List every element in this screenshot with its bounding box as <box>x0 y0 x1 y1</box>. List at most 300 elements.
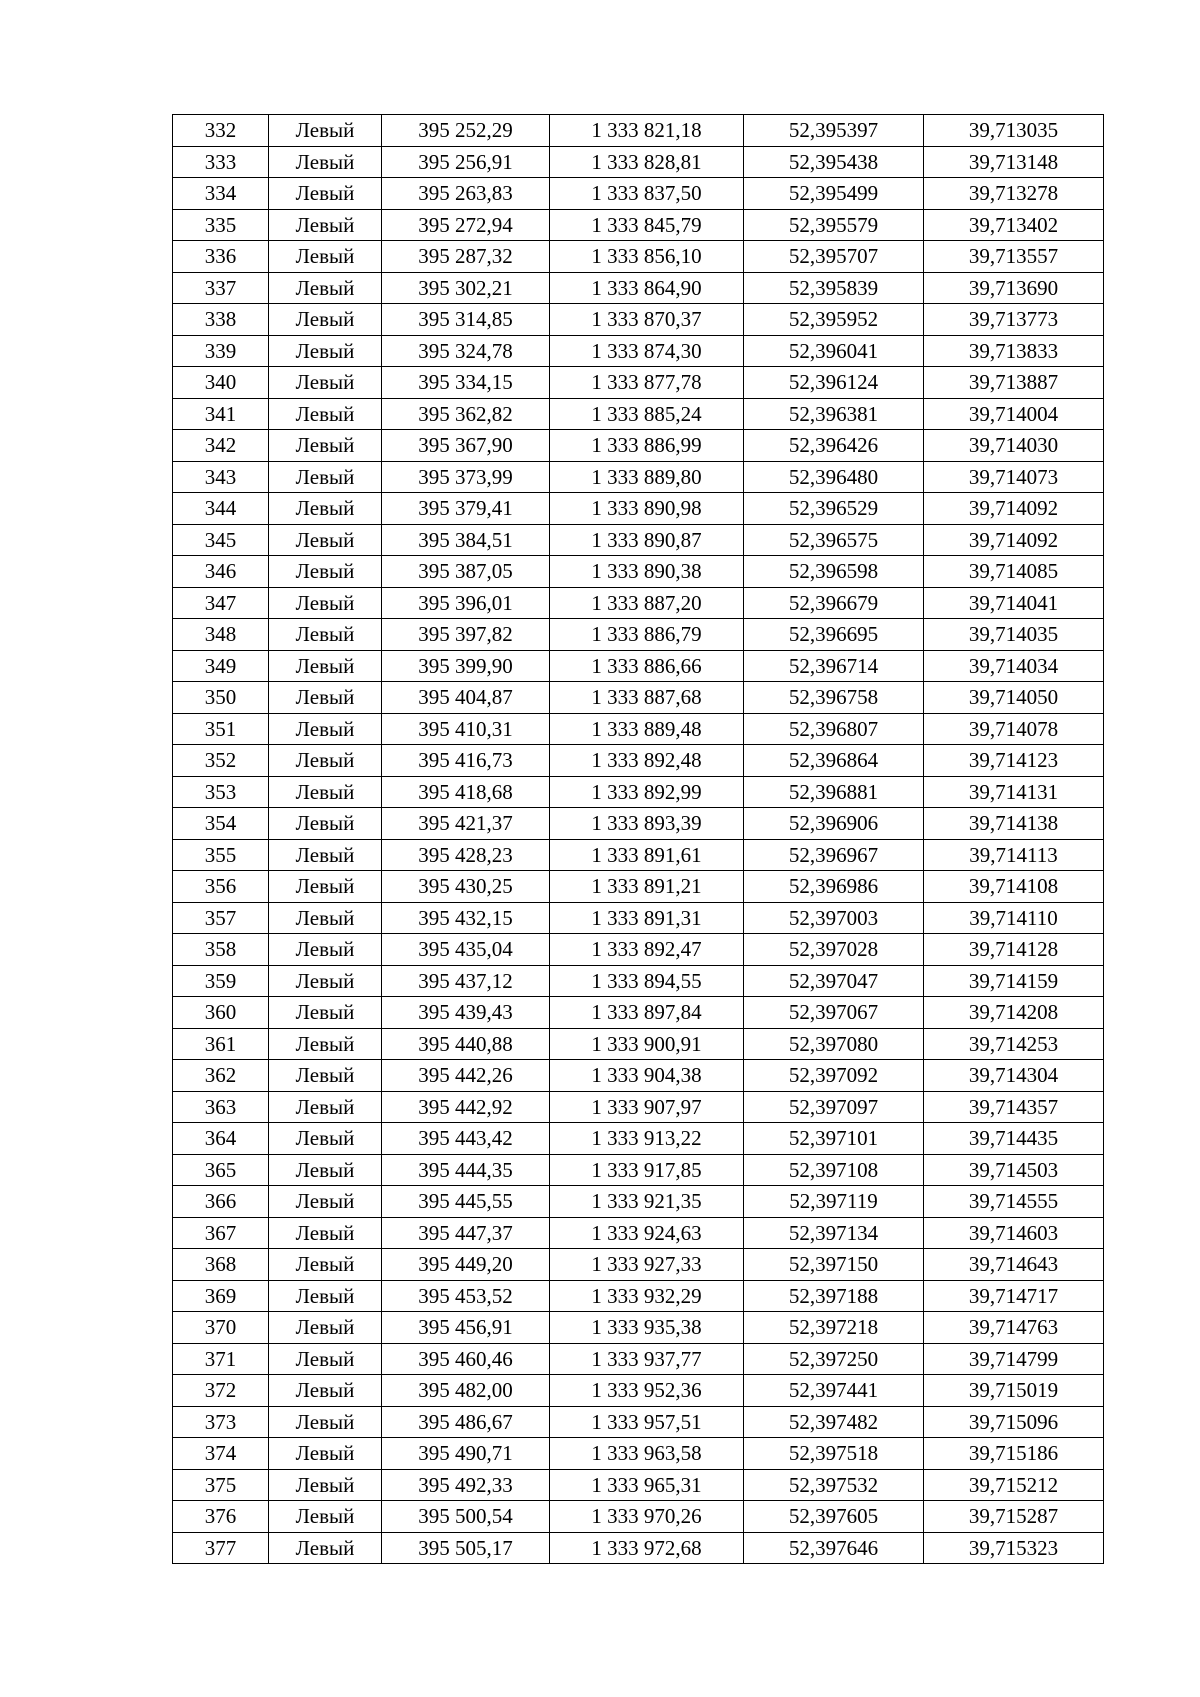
table-row <box>173 461 1104 493</box>
latitude-cell: 52,397605 <box>744 1501 924 1533</box>
table-row <box>173 713 1104 745</box>
side-cell: Левый <box>269 1438 382 1470</box>
longitude-cell: 39,713773 <box>924 304 1104 336</box>
longitude-cell: 39,714085 <box>924 556 1104 588</box>
longitude-cell: 39,714035 <box>924 619 1104 651</box>
point-number-cell: 374 <box>173 1438 269 1470</box>
longitude-cell: 39,715019 <box>924 1375 1104 1407</box>
y-coordinate-cell: 1 333 965,31 <box>550 1469 744 1501</box>
table-row <box>173 556 1104 588</box>
table-row <box>173 115 1104 147</box>
x-coordinate-cell: 395 442,92 <box>382 1091 550 1123</box>
side-cell: Левый <box>269 1312 382 1344</box>
latitude-cell: 52,396864 <box>744 745 924 777</box>
side-cell: Левый <box>269 1060 382 1092</box>
table-row <box>173 304 1104 336</box>
table-row <box>173 241 1104 273</box>
point-number-cell: 360 <box>173 997 269 1029</box>
y-coordinate-cell: 1 333 892,47 <box>550 934 744 966</box>
y-coordinate-cell: 1 333 877,78 <box>550 367 744 399</box>
coordinates-table <box>172 114 1104 1564</box>
table-row <box>173 587 1104 619</box>
point-number-cell: 365 <box>173 1154 269 1186</box>
longitude-cell: 39,715096 <box>924 1406 1104 1438</box>
latitude-cell: 52,395952 <box>744 304 924 336</box>
y-coordinate-cell: 1 333 856,10 <box>550 241 744 273</box>
x-coordinate-cell: 395 437,12 <box>382 965 550 997</box>
x-coordinate-cell: 395 447,37 <box>382 1217 550 1249</box>
point-number-cell: 344 <box>173 493 269 525</box>
y-coordinate-cell: 1 333 891,61 <box>550 839 744 871</box>
table-row <box>173 1091 1104 1123</box>
side-cell: Левый <box>269 461 382 493</box>
y-coordinate-cell: 1 333 935,38 <box>550 1312 744 1344</box>
y-coordinate-cell: 1 333 837,50 <box>550 178 744 210</box>
table-row <box>173 272 1104 304</box>
x-coordinate-cell: 395 263,83 <box>382 178 550 210</box>
table-row <box>173 1028 1104 1060</box>
table-row <box>173 745 1104 777</box>
latitude-cell: 52,396758 <box>744 682 924 714</box>
table-row <box>173 1249 1104 1281</box>
table-row <box>173 1186 1104 1218</box>
point-number-cell: 354 <box>173 808 269 840</box>
x-coordinate-cell: 395 272,94 <box>382 209 550 241</box>
point-number-cell: 338 <box>173 304 269 336</box>
longitude-cell: 39,713887 <box>924 367 1104 399</box>
side-cell: Левый <box>269 1217 382 1249</box>
y-coordinate-cell: 1 333 924,63 <box>550 1217 744 1249</box>
y-coordinate-cell: 1 333 887,68 <box>550 682 744 714</box>
point-number-cell: 357 <box>173 902 269 934</box>
latitude-cell: 52,397441 <box>744 1375 924 1407</box>
point-number-cell: 336 <box>173 241 269 273</box>
x-coordinate-cell: 395 252,29 <box>382 115 550 147</box>
latitude-cell: 52,397532 <box>744 1469 924 1501</box>
longitude-cell: 39,714108 <box>924 871 1104 903</box>
x-coordinate-cell: 395 443,42 <box>382 1123 550 1155</box>
y-coordinate-cell: 1 333 864,90 <box>550 272 744 304</box>
latitude-cell: 52,397482 <box>744 1406 924 1438</box>
longitude-cell: 39,714092 <box>924 524 1104 556</box>
latitude-cell: 52,397218 <box>744 1312 924 1344</box>
side-cell: Левый <box>269 745 382 777</box>
longitude-cell: 39,715323 <box>924 1532 1104 1564</box>
side-cell: Левый <box>269 241 382 273</box>
longitude-cell: 39,715287 <box>924 1501 1104 1533</box>
point-number-cell: 349 <box>173 650 269 682</box>
x-coordinate-cell: 395 287,32 <box>382 241 550 273</box>
point-number-cell: 359 <box>173 965 269 997</box>
latitude-cell: 52,397028 <box>744 934 924 966</box>
table-row <box>173 524 1104 556</box>
point-number-cell: 362 <box>173 1060 269 1092</box>
y-coordinate-cell: 1 333 887,20 <box>550 587 744 619</box>
side-cell: Левый <box>269 493 382 525</box>
point-number-cell: 371 <box>173 1343 269 1375</box>
point-number-cell: 367 <box>173 1217 269 1249</box>
longitude-cell: 39,714435 <box>924 1123 1104 1155</box>
table-row <box>173 1123 1104 1155</box>
table-row <box>173 1060 1104 1092</box>
side-cell: Левый <box>269 713 382 745</box>
latitude-cell: 52,397003 <box>744 902 924 934</box>
side-cell: Левый <box>269 839 382 871</box>
point-number-cell: 373 <box>173 1406 269 1438</box>
latitude-cell: 52,395438 <box>744 146 924 178</box>
latitude-cell: 52,395707 <box>744 241 924 273</box>
table-row <box>173 1532 1104 1564</box>
longitude-cell: 39,714113 <box>924 839 1104 871</box>
latitude-cell: 52,396124 <box>744 367 924 399</box>
longitude-cell: 39,713035 <box>924 115 1104 147</box>
table-row <box>173 1217 1104 1249</box>
point-number-cell: 358 <box>173 934 269 966</box>
longitude-cell: 39,714041 <box>924 587 1104 619</box>
point-number-cell: 351 <box>173 713 269 745</box>
latitude-cell: 52,395579 <box>744 209 924 241</box>
point-number-cell: 335 <box>173 209 269 241</box>
x-coordinate-cell: 395 421,37 <box>382 808 550 840</box>
latitude-cell: 52,396695 <box>744 619 924 651</box>
y-coordinate-cell: 1 333 874,30 <box>550 335 744 367</box>
latitude-cell: 52,396598 <box>744 556 924 588</box>
y-coordinate-cell: 1 333 963,58 <box>550 1438 744 1470</box>
longitude-cell: 39,714643 <box>924 1249 1104 1281</box>
point-number-cell: 343 <box>173 461 269 493</box>
longitude-cell: 39,713557 <box>924 241 1104 273</box>
y-coordinate-cell: 1 333 907,97 <box>550 1091 744 1123</box>
table-row <box>173 619 1104 651</box>
point-number-cell: 342 <box>173 430 269 462</box>
longitude-cell: 39,714763 <box>924 1312 1104 1344</box>
latitude-cell: 52,396986 <box>744 871 924 903</box>
longitude-cell: 39,714208 <box>924 997 1104 1029</box>
table-row <box>173 650 1104 682</box>
table-row <box>173 682 1104 714</box>
y-coordinate-cell: 1 333 897,84 <box>550 997 744 1029</box>
x-coordinate-cell: 395 486,67 <box>382 1406 550 1438</box>
y-coordinate-cell: 1 333 927,33 <box>550 1249 744 1281</box>
x-coordinate-cell: 395 482,00 <box>382 1375 550 1407</box>
side-cell: Левый <box>269 650 382 682</box>
table-row <box>173 209 1104 241</box>
y-coordinate-cell: 1 333 893,39 <box>550 808 744 840</box>
longitude-cell: 39,714123 <box>924 745 1104 777</box>
longitude-cell: 39,714030 <box>924 430 1104 462</box>
table-row <box>173 1375 1104 1407</box>
longitude-cell: 39,714717 <box>924 1280 1104 1312</box>
point-number-cell: 353 <box>173 776 269 808</box>
x-coordinate-cell: 395 500,54 <box>382 1501 550 1533</box>
point-number-cell: 364 <box>173 1123 269 1155</box>
x-coordinate-cell: 395 399,90 <box>382 650 550 682</box>
x-coordinate-cell: 395 428,23 <box>382 839 550 871</box>
x-coordinate-cell: 395 367,90 <box>382 430 550 462</box>
y-coordinate-cell: 1 333 972,68 <box>550 1532 744 1564</box>
longitude-cell: 39,714034 <box>924 650 1104 682</box>
latitude-cell: 52,396881 <box>744 776 924 808</box>
y-coordinate-cell: 1 333 886,79 <box>550 619 744 651</box>
table-row <box>173 1280 1104 1312</box>
y-coordinate-cell: 1 333 889,80 <box>550 461 744 493</box>
side-cell: Левый <box>269 556 382 588</box>
x-coordinate-cell: 395 430,25 <box>382 871 550 903</box>
longitude-cell: 39,714073 <box>924 461 1104 493</box>
longitude-cell: 39,714603 <box>924 1217 1104 1249</box>
side-cell: Левый <box>269 965 382 997</box>
latitude-cell: 52,396967 <box>744 839 924 871</box>
table-row <box>173 808 1104 840</box>
longitude-cell: 39,714078 <box>924 713 1104 745</box>
y-coordinate-cell: 1 333 952,36 <box>550 1375 744 1407</box>
y-coordinate-cell: 1 333 821,18 <box>550 115 744 147</box>
longitude-cell: 39,715186 <box>924 1438 1104 1470</box>
x-coordinate-cell: 395 460,46 <box>382 1343 550 1375</box>
table-row <box>173 776 1104 808</box>
point-number-cell: 375 <box>173 1469 269 1501</box>
table-row <box>173 178 1104 210</box>
latitude-cell: 52,396381 <box>744 398 924 430</box>
y-coordinate-cell: 1 333 845,79 <box>550 209 744 241</box>
side-cell: Левый <box>269 1154 382 1186</box>
latitude-cell: 52,396426 <box>744 430 924 462</box>
side-cell: Левый <box>269 682 382 714</box>
x-coordinate-cell: 395 362,82 <box>382 398 550 430</box>
longitude-cell: 39,714799 <box>924 1343 1104 1375</box>
longitude-cell: 39,714092 <box>924 493 1104 525</box>
side-cell: Левый <box>269 367 382 399</box>
side-cell: Левый <box>269 524 382 556</box>
longitude-cell: 39,714503 <box>924 1154 1104 1186</box>
point-number-cell: 361 <box>173 1028 269 1060</box>
latitude-cell: 52,396529 <box>744 493 924 525</box>
table-row <box>173 997 1104 1029</box>
longitude-cell: 39,714253 <box>924 1028 1104 1060</box>
longitude-cell: 39,714050 <box>924 682 1104 714</box>
side-cell: Левый <box>269 808 382 840</box>
side-cell: Левый <box>269 776 382 808</box>
side-cell: Левый <box>269 934 382 966</box>
latitude-cell: 52,397134 <box>744 1217 924 1249</box>
x-coordinate-cell: 395 334,15 <box>382 367 550 399</box>
coordinates-table-body <box>173 115 1104 1564</box>
x-coordinate-cell: 395 442,26 <box>382 1060 550 1092</box>
latitude-cell: 52,397250 <box>744 1343 924 1375</box>
table-row <box>173 1501 1104 1533</box>
point-number-cell: 377 <box>173 1532 269 1564</box>
point-number-cell: 355 <box>173 839 269 871</box>
longitude-cell: 39,713690 <box>924 272 1104 304</box>
longitude-cell: 39,715212 <box>924 1469 1104 1501</box>
point-number-cell: 341 <box>173 398 269 430</box>
latitude-cell: 52,397108 <box>744 1154 924 1186</box>
side-cell: Левый <box>269 115 382 147</box>
y-coordinate-cell: 1 333 970,26 <box>550 1501 744 1533</box>
table-row <box>173 839 1104 871</box>
x-coordinate-cell: 395 444,35 <box>382 1154 550 1186</box>
table-row <box>173 934 1104 966</box>
x-coordinate-cell: 395 439,43 <box>382 997 550 1029</box>
table-row <box>173 902 1104 934</box>
x-coordinate-cell: 395 379,41 <box>382 493 550 525</box>
point-number-cell: 350 <box>173 682 269 714</box>
longitude-cell: 39,714304 <box>924 1060 1104 1092</box>
table-row <box>173 1343 1104 1375</box>
side-cell: Левый <box>269 304 382 336</box>
side-cell: Левый <box>269 997 382 1029</box>
y-coordinate-cell: 1 333 890,87 <box>550 524 744 556</box>
table-row <box>173 398 1104 430</box>
latitude-cell: 52,397080 <box>744 1028 924 1060</box>
point-number-cell: 376 <box>173 1501 269 1533</box>
x-coordinate-cell: 395 453,52 <box>382 1280 550 1312</box>
longitude-cell: 39,714128 <box>924 934 1104 966</box>
y-coordinate-cell: 1 333 892,48 <box>550 745 744 777</box>
side-cell: Левый <box>269 871 382 903</box>
y-coordinate-cell: 1 333 904,38 <box>550 1060 744 1092</box>
table-row <box>173 1469 1104 1501</box>
y-coordinate-cell: 1 333 889,48 <box>550 713 744 745</box>
point-number-cell: 352 <box>173 745 269 777</box>
point-number-cell: 346 <box>173 556 269 588</box>
point-number-cell: 334 <box>173 178 269 210</box>
point-number-cell: 339 <box>173 335 269 367</box>
latitude-cell: 52,396906 <box>744 808 924 840</box>
table-row <box>173 493 1104 525</box>
point-number-cell: 340 <box>173 367 269 399</box>
side-cell: Левый <box>269 178 382 210</box>
y-coordinate-cell: 1 333 917,85 <box>550 1154 744 1186</box>
point-number-cell: 348 <box>173 619 269 651</box>
latitude-cell: 52,397097 <box>744 1091 924 1123</box>
x-coordinate-cell: 395 387,05 <box>382 556 550 588</box>
longitude-cell: 39,713278 <box>924 178 1104 210</box>
side-cell: Левый <box>269 430 382 462</box>
table-row <box>173 430 1104 462</box>
x-coordinate-cell: 395 324,78 <box>382 335 550 367</box>
latitude-cell: 52,396480 <box>744 461 924 493</box>
y-coordinate-cell: 1 333 885,24 <box>550 398 744 430</box>
latitude-cell: 52,397047 <box>744 965 924 997</box>
side-cell: Левый <box>269 335 382 367</box>
table-row <box>173 965 1104 997</box>
side-cell: Левый <box>269 1343 382 1375</box>
latitude-cell: 52,395839 <box>744 272 924 304</box>
side-cell: Левый <box>269 1123 382 1155</box>
y-coordinate-cell: 1 333 921,35 <box>550 1186 744 1218</box>
latitude-cell: 52,396807 <box>744 713 924 745</box>
point-number-cell: 333 <box>173 146 269 178</box>
x-coordinate-cell: 395 416,73 <box>382 745 550 777</box>
y-coordinate-cell: 1 333 890,38 <box>550 556 744 588</box>
y-coordinate-cell: 1 333 932,29 <box>550 1280 744 1312</box>
table-row <box>173 335 1104 367</box>
table-row <box>173 871 1104 903</box>
y-coordinate-cell: 1 333 957,51 <box>550 1406 744 1438</box>
longitude-cell: 39,713402 <box>924 209 1104 241</box>
x-coordinate-cell: 395 397,82 <box>382 619 550 651</box>
side-cell: Левый <box>269 398 382 430</box>
y-coordinate-cell: 1 333 890,98 <box>550 493 744 525</box>
point-number-cell: 337 <box>173 272 269 304</box>
point-number-cell: 369 <box>173 1280 269 1312</box>
y-coordinate-cell: 1 333 891,31 <box>550 902 744 934</box>
side-cell: Левый <box>269 1249 382 1281</box>
latitude-cell: 52,396714 <box>744 650 924 682</box>
table-row <box>173 146 1104 178</box>
x-coordinate-cell: 395 396,01 <box>382 587 550 619</box>
point-number-cell: 372 <box>173 1375 269 1407</box>
table-row <box>173 367 1104 399</box>
latitude-cell: 52,397188 <box>744 1280 924 1312</box>
side-cell: Левый <box>269 1028 382 1060</box>
latitude-cell: 52,397150 <box>744 1249 924 1281</box>
latitude-cell: 52,396679 <box>744 587 924 619</box>
longitude-cell: 39,714138 <box>924 808 1104 840</box>
side-cell: Левый <box>269 1406 382 1438</box>
x-coordinate-cell: 395 490,71 <box>382 1438 550 1470</box>
side-cell: Левый <box>269 619 382 651</box>
x-coordinate-cell: 395 449,20 <box>382 1249 550 1281</box>
longitude-cell: 39,714357 <box>924 1091 1104 1123</box>
y-coordinate-cell: 1 333 900,91 <box>550 1028 744 1060</box>
side-cell: Левый <box>269 1469 382 1501</box>
longitude-cell: 39,714131 <box>924 776 1104 808</box>
table-row <box>173 1406 1104 1438</box>
x-coordinate-cell: 395 505,17 <box>382 1532 550 1564</box>
point-number-cell: 347 <box>173 587 269 619</box>
point-number-cell: 368 <box>173 1249 269 1281</box>
latitude-cell: 52,397119 <box>744 1186 924 1218</box>
x-coordinate-cell: 395 410,31 <box>382 713 550 745</box>
x-coordinate-cell: 395 418,68 <box>382 776 550 808</box>
y-coordinate-cell: 1 333 891,21 <box>550 871 744 903</box>
y-coordinate-cell: 1 333 937,77 <box>550 1343 744 1375</box>
side-cell: Левый <box>269 209 382 241</box>
y-coordinate-cell: 1 333 892,99 <box>550 776 744 808</box>
point-number-cell: 345 <box>173 524 269 556</box>
latitude-cell: 52,396041 <box>744 335 924 367</box>
x-coordinate-cell: 395 384,51 <box>382 524 550 556</box>
x-coordinate-cell: 395 256,91 <box>382 146 550 178</box>
x-coordinate-cell: 395 404,87 <box>382 682 550 714</box>
side-cell: Левый <box>269 1375 382 1407</box>
longitude-cell: 39,714004 <box>924 398 1104 430</box>
latitude-cell: 52,397101 <box>744 1123 924 1155</box>
x-coordinate-cell: 395 456,91 <box>382 1312 550 1344</box>
x-coordinate-cell: 395 302,21 <box>382 272 550 304</box>
latitude-cell: 52,397092 <box>744 1060 924 1092</box>
latitude-cell: 52,395397 <box>744 115 924 147</box>
side-cell: Левый <box>269 1501 382 1533</box>
longitude-cell: 39,714159 <box>924 965 1104 997</box>
side-cell: Левый <box>269 1280 382 1312</box>
point-number-cell: 363 <box>173 1091 269 1123</box>
x-coordinate-cell: 395 373,99 <box>382 461 550 493</box>
x-coordinate-cell: 395 432,15 <box>382 902 550 934</box>
x-coordinate-cell: 395 435,04 <box>382 934 550 966</box>
point-number-cell: 332 <box>173 115 269 147</box>
latitude-cell: 52,397518 <box>744 1438 924 1470</box>
point-number-cell: 356 <box>173 871 269 903</box>
y-coordinate-cell: 1 333 894,55 <box>550 965 744 997</box>
y-coordinate-cell: 1 333 886,66 <box>550 650 744 682</box>
x-coordinate-cell: 395 314,85 <box>382 304 550 336</box>
side-cell: Левый <box>269 1091 382 1123</box>
table-row <box>173 1438 1104 1470</box>
latitude-cell: 52,396575 <box>744 524 924 556</box>
